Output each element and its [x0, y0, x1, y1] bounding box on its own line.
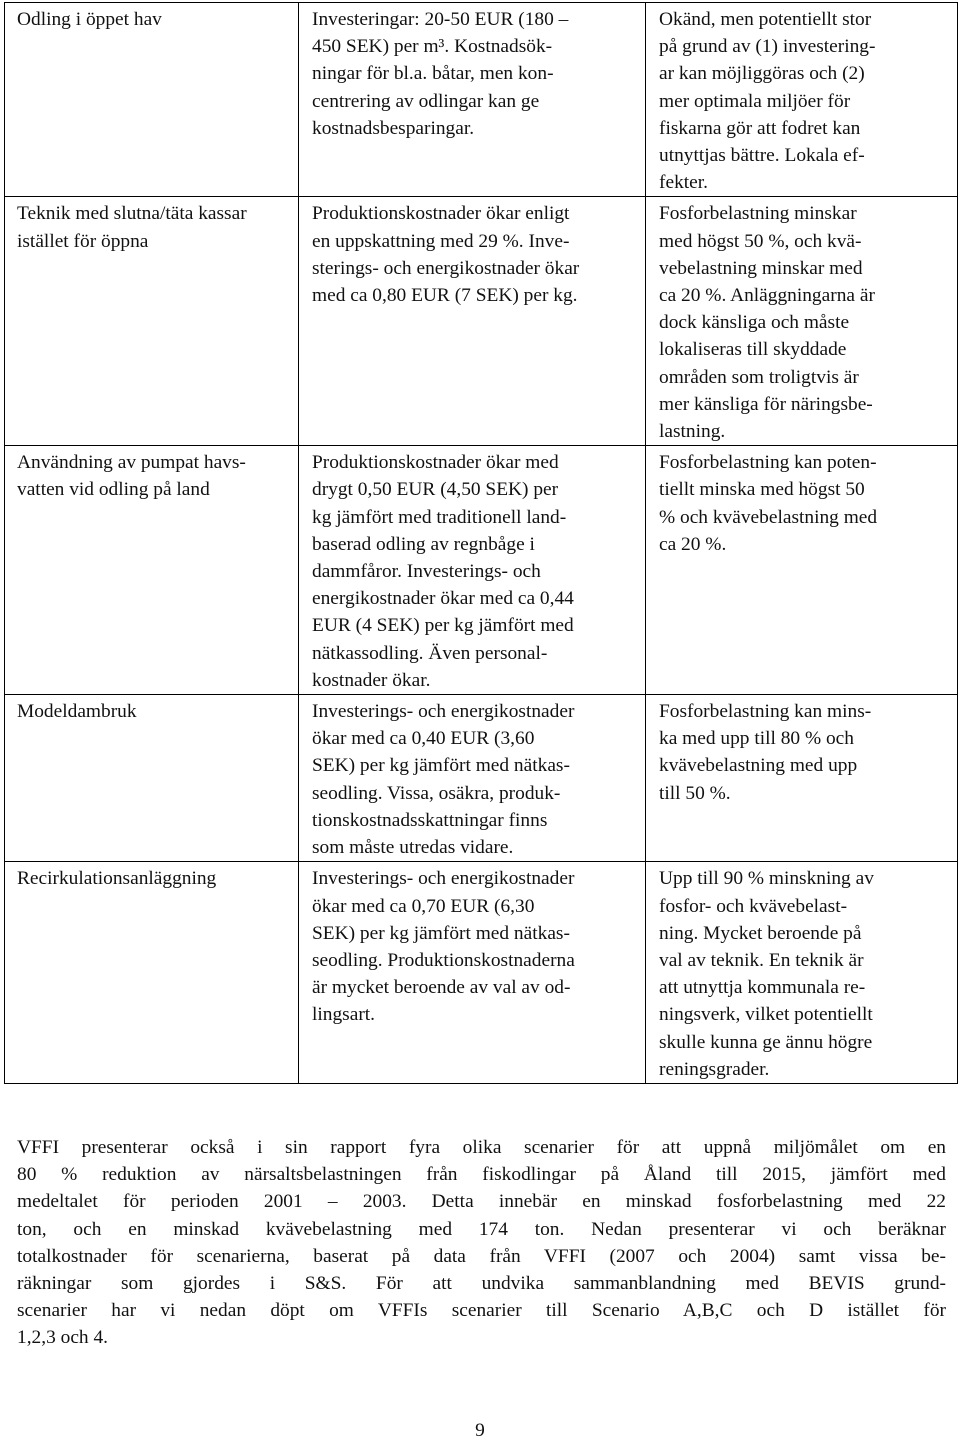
paragraph-line: scenarier har vi nedan döpt om VFFIs scenarier till Scenario A,B,C och D istället för [17, 1300, 946, 1322]
text-line: dock känsliga och måste [659, 312, 850, 334]
measures-table [4, 2, 958, 1084]
text-line: ar kan möjliggöras och (2) [659, 63, 865, 85]
text-line: ningsverk, vilket potentiellt [659, 1004, 873, 1026]
text-line: Okänd, men potentiellt stor [659, 9, 872, 30]
text-line: centrering av odlingar kan ge [312, 90, 540, 112]
text-line: Upp till 90 % minskning av [659, 868, 874, 890]
text-line: Fosforbelastning kan mins- [659, 701, 872, 723]
measure-cell [5, 862, 299, 1084]
table-row [5, 862, 958, 1084]
measure-cell [5, 197, 299, 446]
text-line: lastning. [659, 421, 726, 443]
text-line: som måste utredas vidare. [312, 837, 514, 859]
paragraph-line: 80 % reduktion av närsaltsbelastningen från fiskodlingar på Åland till 2015, jämfört med [17, 1164, 946, 1186]
text-line: ca 20 %. Anläggningarna är [659, 285, 875, 307]
text-line: drygt 0,50 EUR (4,50 SEK) per [312, 479, 559, 501]
text-line: ningar för bl.a. båtar, men kon- [312, 63, 554, 85]
text-line: Modeldambruk [17, 701, 137, 723]
paragraph-line: medeltalet för perioden 2001 – 2003. Detta innebär en minskad fosforbelastning med 22 [17, 1191, 946, 1213]
text-line: mer optimala miljöer för [659, 90, 851, 112]
text-line: med ca 0,80 EUR (7 SEK) per kg. [312, 285, 578, 307]
text-line: dammfåror. Investerings- och [312, 561, 541, 583]
text-line: Teknik med slutna/täta kassar [17, 203, 247, 225]
text-line: utnyttjas bättre. Lokala ef- [659, 145, 865, 167]
text-line: kg jämfört med traditionell land- [312, 506, 567, 528]
text-line: 450 SEK) per m³. Kostnadsök- [312, 36, 553, 58]
text-line: en uppskattning med 29 %. Inve- [312, 230, 570, 252]
effect-cell-text [659, 6, 953, 196]
text-line: kvävebelastning med upp [659, 755, 858, 777]
paragraph-line: 1,2,3 och 4. [17, 1327, 109, 1349]
measure-cell-text [17, 698, 294, 725]
text-line: är mycket beroende av val av od- [312, 977, 571, 999]
text-line: seodling. Vissa, osäkra, produk- [312, 782, 561, 804]
cost-cell-text [312, 698, 641, 861]
text-line: nätkassodling. Även personal- [312, 642, 548, 664]
effect-cell [646, 695, 958, 862]
measure-cell-text [17, 6, 294, 33]
text-line: Produktionskostnader ökar enligt [312, 203, 570, 225]
cost-cell-text [312, 865, 641, 1028]
text-line: ökar med ca 0,40 EUR (3,60 [312, 728, 535, 750]
text-line: på grund av (1) investering- [659, 36, 876, 58]
paragraph-line: totalkostnader för scenarierna, baserat på data från VFFI (2007 och 2004) samt vissa be- [17, 1245, 946, 1267]
effect-cell [646, 197, 958, 446]
text-line: Investerings- och energikostnader [312, 868, 575, 890]
text-line: EUR (4 SEK) per kg jämfört med [312, 615, 574, 637]
measure-cell [5, 446, 299, 695]
text-line: Fosforbelastning minskar [659, 203, 857, 225]
table-row [5, 695, 958, 862]
text-line: lokaliseras till skyddade [659, 339, 847, 361]
text-line: istället för öppna [17, 230, 149, 252]
page-number: 9 [475, 1420, 485, 1441]
text-line: vebelastning minskar med [659, 257, 863, 279]
effect-cell [646, 3, 958, 197]
text-line: Fosforbelastning kan poten- [659, 452, 877, 474]
text-line: Användning av pumpat havs- [17, 452, 246, 474]
effect-cell-text [659, 449, 953, 558]
text-line: områden som troligtvis är [659, 366, 859, 388]
measure-cell [5, 3, 299, 197]
cost-cell [299, 3, 646, 197]
text-line: SEK) per kg jämfört med nätkas- [312, 755, 570, 777]
text-line: % och kvävebelastning med [659, 506, 878, 528]
table-row [5, 197, 958, 446]
measure-cell-text [17, 200, 294, 254]
effect-cell-text [659, 865, 953, 1083]
effect-cell-text [659, 200, 953, 445]
cost-cell-text [312, 6, 641, 142]
text-line: sterings- och energikostnader ökar [312, 257, 580, 279]
text-line: fiskarna gör att fodret kan [659, 117, 861, 139]
effect-cell [646, 862, 958, 1084]
text-line: kostnader ökar. [312, 669, 431, 691]
text-line: Odling i öppet hav [17, 9, 162, 30]
text-line: val av teknik. En teknik är [659, 949, 864, 971]
text-line: fekter. [659, 172, 708, 194]
text-line: baserad odling av regnbåge i [312, 533, 535, 555]
effect-cell-text [659, 698, 953, 807]
measure-cell-text [17, 865, 294, 892]
text-line: fosfor- och kvävebelast- [659, 895, 848, 917]
text-line: Investerings- och energikostnader [312, 701, 575, 723]
text-line: till 50 %. [659, 782, 731, 804]
body-paragraph [17, 1134, 946, 1352]
text-line: tionskostnadsskattningar finns [312, 809, 548, 831]
text-line: Produktionskostnader ökar med [312, 452, 559, 474]
cost-cell [299, 862, 646, 1084]
text-line: reningsgrader. [659, 1058, 770, 1080]
text-line: att utnyttja kommunala re- [659, 977, 866, 999]
text-line: skulle kunna ge ännu högre [659, 1031, 873, 1053]
text-line: ka med upp till 80 % och [659, 728, 854, 750]
text-line: med högst 50 %, och kvä- [659, 230, 862, 252]
cost-cell [299, 446, 646, 695]
text-line: SEK) per kg jämfört med nätkas- [312, 922, 570, 944]
text-line: vatten vid odling på land [17, 479, 210, 501]
text-line: Investeringar: 20-50 EUR (180 – [312, 9, 569, 30]
text-line: lingsart. [312, 1004, 376, 1026]
measure-cell-text [17, 449, 294, 503]
text-line: kostnadsbesparingar. [312, 117, 475, 139]
paragraph-line: räkningar som gjordes i S&S. För att undvika sammanblandning med BEVIS grund- [17, 1273, 946, 1295]
text-line: energikostnader ökar med ca 0,44 [312, 588, 574, 610]
paragraph-line: VFFI presenterar också i sin rapport fyra olika scenarier för att uppnå miljömålet om en [17, 1137, 946, 1158]
text-line: seodling. Produktionskostnaderna [312, 949, 575, 971]
text-line: ökar med ca 0,70 EUR (6,30 [312, 895, 535, 917]
table-row [5, 446, 958, 695]
text-line: tiellt minska med högst 50 [659, 479, 865, 501]
cost-cell-text [312, 449, 641, 694]
measure-cell [5, 695, 299, 862]
cost-cell [299, 695, 646, 862]
cost-cell [299, 197, 646, 446]
text-line: ning. Mycket beroende på [659, 922, 862, 944]
text-line: ca 20 %. [659, 533, 727, 555]
text-line: mer känsliga för näringsbe- [659, 393, 873, 415]
table-row [5, 3, 958, 197]
measures-table-body [5, 3, 958, 1084]
text-line: Recirkulationsanläggning [17, 868, 217, 890]
paragraph-line: ton, och en minskad kvävebelastning med 174 ton. Nedan presenterar vi och beräknar [17, 1218, 946, 1240]
cost-cell-text [312, 200, 641, 309]
effect-cell [646, 446, 958, 695]
